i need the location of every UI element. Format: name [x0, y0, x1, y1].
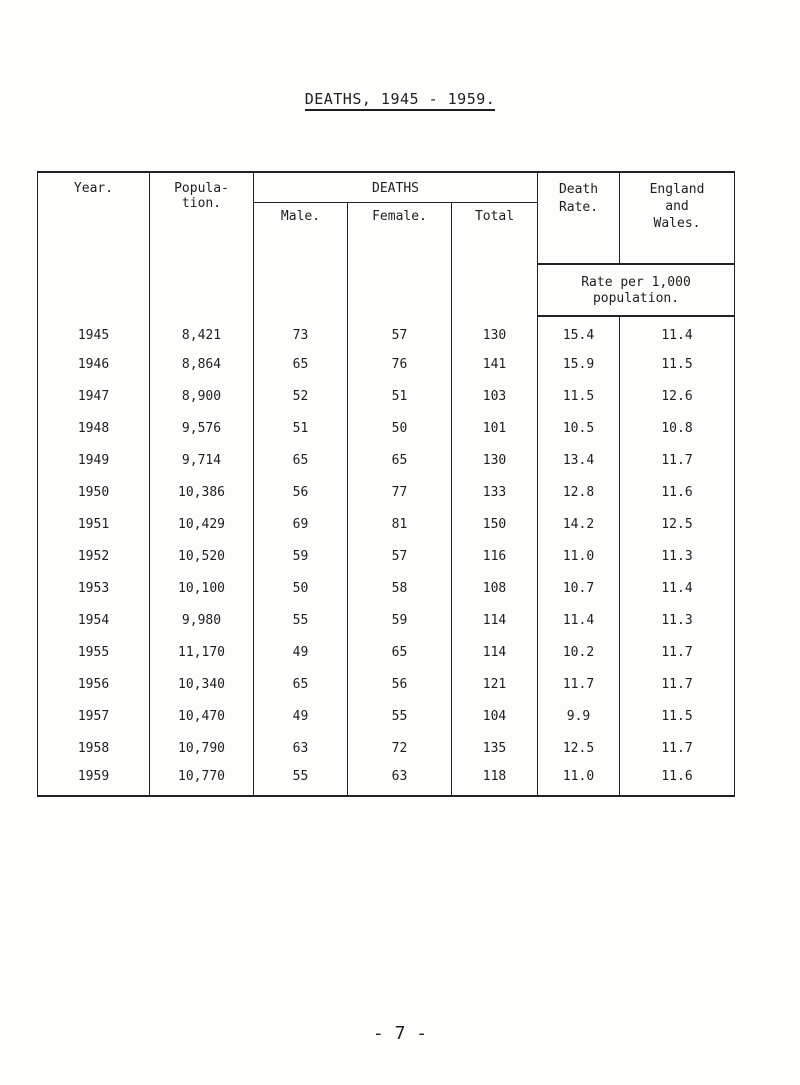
table-row	[38, 508, 735, 540]
cell-population: 10,790	[150, 732, 254, 764]
title-text: DEATHS, 1945 - 1959.	[305, 90, 496, 111]
table-row	[38, 540, 735, 572]
cell-year: 1946	[38, 348, 150, 380]
cell-death-rate: 14.2	[538, 508, 620, 540]
cell-death-rate: 10.5	[538, 412, 620, 444]
cell-total: 130	[452, 316, 538, 348]
cell-year: 1945	[38, 316, 150, 348]
cell-death-rate: 11.7	[538, 668, 620, 700]
cell-year: 1955	[38, 636, 150, 668]
cell-year: 1953	[38, 572, 150, 604]
cell-england-wales: 10.8	[620, 412, 735, 444]
cell-female: 77	[348, 476, 452, 508]
table-row	[38, 348, 735, 380]
cell-total: 104	[452, 700, 538, 732]
cell-death-rate: 10.2	[538, 636, 620, 668]
header-female: Female.	[348, 202, 452, 316]
cell-population: 10,520	[150, 540, 254, 572]
cell-male: 49	[254, 700, 348, 732]
cell-male: 52	[254, 380, 348, 412]
cell-death-rate: 11.0	[538, 764, 620, 796]
cell-england-wales: 11.6	[620, 764, 735, 796]
cell-female: 65	[348, 444, 452, 476]
cell-population: 9,576	[150, 412, 254, 444]
cell-year: 1957	[38, 700, 150, 732]
cell-year: 1956	[38, 668, 150, 700]
header-rate-per-population-text: Rate per 1,000 population.	[581, 275, 691, 306]
cell-england-wales: 11.7	[620, 444, 735, 476]
cell-total: 141	[452, 348, 538, 380]
cell-female: 57	[348, 316, 452, 348]
cell-total: 135	[452, 732, 538, 764]
cell-population: 10,770	[150, 764, 254, 796]
cell-total: 101	[452, 412, 538, 444]
cell-male: 65	[254, 444, 348, 476]
cell-england-wales: 11.3	[620, 604, 735, 636]
cell-population: 8,864	[150, 348, 254, 380]
cell-population: 9,714	[150, 444, 254, 476]
header-deaths-group: DEATHS	[254, 172, 538, 202]
table-row	[38, 380, 735, 412]
header-england-wales-text: England and Wales.	[649, 182, 705, 231]
cell-male: 50	[254, 572, 348, 604]
cell-male: 49	[254, 636, 348, 668]
cell-male: 65	[254, 348, 348, 380]
cell-population: 10,340	[150, 668, 254, 700]
header-male: Male.	[254, 202, 348, 316]
cell-england-wales: 11.5	[620, 348, 735, 380]
cell-year: 1947	[38, 380, 150, 412]
cell-year: 1948	[38, 412, 150, 444]
cell-total: 114	[452, 604, 538, 636]
cell-female: 65	[348, 636, 452, 668]
cell-england-wales: 11.7	[620, 668, 735, 700]
cell-total: 114	[452, 636, 538, 668]
cell-total: 150	[452, 508, 538, 540]
header-total: Total	[452, 202, 538, 316]
cell-total: 103	[452, 380, 538, 412]
cell-total: 121	[452, 668, 538, 700]
cell-female: 56	[348, 668, 452, 700]
cell-female: 57	[348, 540, 452, 572]
table-row	[38, 636, 735, 668]
table-row	[38, 412, 735, 444]
header-death-rate-text: Death Rate.	[558, 182, 599, 215]
deaths-table	[37, 171, 735, 797]
header-population-text: Popula- tion.	[174, 181, 229, 211]
cell-death-rate: 12.5	[538, 732, 620, 764]
cell-total: 118	[452, 764, 538, 796]
cell-female: 58	[348, 572, 452, 604]
cell-population: 11,170	[150, 636, 254, 668]
cell-england-wales: 12.5	[620, 508, 735, 540]
cell-male: 63	[254, 732, 348, 764]
cell-population: 10,470	[150, 700, 254, 732]
header-death-rate	[538, 172, 620, 264]
cell-female: 50	[348, 412, 452, 444]
header-population	[150, 172, 254, 316]
cell-male: 55	[254, 764, 348, 796]
cell-year: 1952	[38, 540, 150, 572]
cell-total: 116	[452, 540, 538, 572]
cell-population: 10,386	[150, 476, 254, 508]
cell-year: 1951	[38, 508, 150, 540]
cell-england-wales: 11.4	[620, 572, 735, 604]
cell-death-rate: 12.8	[538, 476, 620, 508]
cell-female: 63	[348, 764, 452, 796]
table-row	[38, 604, 735, 636]
table-row	[38, 444, 735, 476]
page-number: - 7 -	[372, 1023, 428, 1044]
cell-death-rate: 11.4	[538, 604, 620, 636]
cell-england-wales: 11.3	[620, 540, 735, 572]
cell-female: 72	[348, 732, 452, 764]
table-body	[38, 316, 735, 796]
table-row	[38, 732, 735, 764]
cell-female: 55	[348, 700, 452, 732]
cell-death-rate: 15.9	[538, 348, 620, 380]
table-row	[38, 316, 735, 348]
cell-year: 1958	[38, 732, 150, 764]
cell-female: 51	[348, 380, 452, 412]
cell-england-wales: 11.5	[620, 700, 735, 732]
cell-total: 130	[452, 444, 538, 476]
cell-death-rate: 15.4	[538, 316, 620, 348]
table-row	[38, 668, 735, 700]
page-title	[0, 90, 800, 108]
table-row	[38, 572, 735, 604]
table-row	[38, 700, 735, 732]
cell-england-wales: 12.6	[620, 380, 735, 412]
cell-male: 59	[254, 540, 348, 572]
cell-total: 108	[452, 572, 538, 604]
cell-death-rate: 11.0	[538, 540, 620, 572]
cell-male: 55	[254, 604, 348, 636]
cell-death-rate: 10.7	[538, 572, 620, 604]
cell-england-wales: 11.7	[620, 636, 735, 668]
cell-population: 10,429	[150, 508, 254, 540]
table-row	[38, 764, 735, 796]
cell-female: 76	[348, 348, 452, 380]
cell-year: 1950	[38, 476, 150, 508]
cell-male: 65	[254, 668, 348, 700]
cell-year: 1954	[38, 604, 150, 636]
cell-population: 8,421	[150, 316, 254, 348]
cell-male: 73	[254, 316, 348, 348]
cell-male: 56	[254, 476, 348, 508]
cell-year: 1949	[38, 444, 150, 476]
cell-female: 59	[348, 604, 452, 636]
table-header	[38, 172, 735, 316]
cell-death-rate: 9.9	[538, 700, 620, 732]
cell-total: 133	[452, 476, 538, 508]
cell-death-rate: 11.5	[538, 380, 620, 412]
cell-male: 69	[254, 508, 348, 540]
cell-year: 1959	[38, 764, 150, 796]
header-england-wales	[620, 172, 735, 264]
cell-population: 9,980	[150, 604, 254, 636]
header-rate-per-population	[538, 264, 735, 316]
cell-population: 10,100	[150, 572, 254, 604]
cell-england-wales: 11.4	[620, 316, 735, 348]
cell-female: 81	[348, 508, 452, 540]
cell-population: 8,900	[150, 380, 254, 412]
cell-england-wales: 11.7	[620, 732, 735, 764]
header-year: Year.	[38, 172, 150, 316]
cell-male: 51	[254, 412, 348, 444]
cell-england-wales: 11.6	[620, 476, 735, 508]
table-row	[38, 476, 735, 508]
cell-death-rate: 13.4	[538, 444, 620, 476]
